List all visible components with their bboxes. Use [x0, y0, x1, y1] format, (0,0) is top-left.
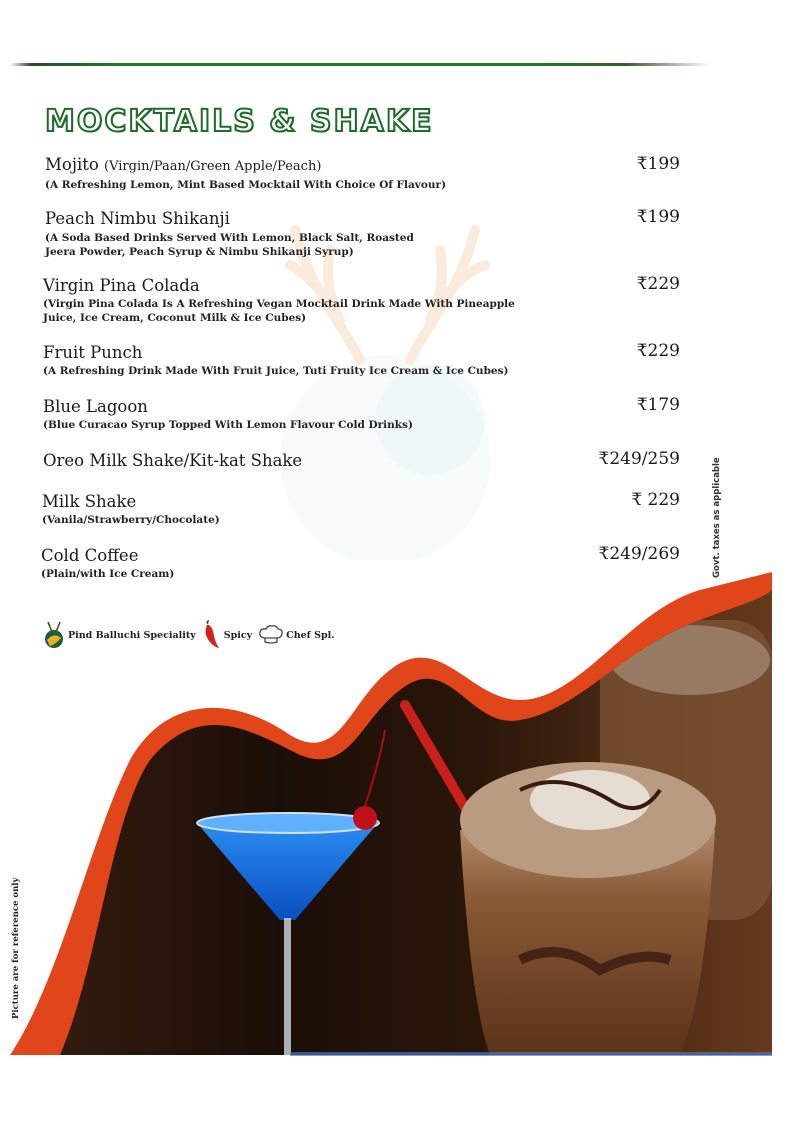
- item-description: (A Refreshing Drink Made With Fruit Juice, Tuti Fruity Ice Cream & Ice Cubes): [43, 365, 509, 377]
- item-name: Milk Shake: [42, 492, 137, 511]
- legend-label: Spicy: [223, 629, 253, 641]
- item-price: ₹179: [636, 395, 680, 415]
- item-price: ₹229: [636, 341, 680, 361]
- item-name: Blue Lagoon: [43, 397, 148, 416]
- antler-watermark-icon: [270, 210, 500, 560]
- item-price: ₹229: [636, 274, 680, 294]
- item-name: Fruit Punch: [43, 343, 143, 362]
- section-title: MOCKTAILS & SHAKE: [45, 104, 434, 139]
- item-description: Juice, Ice Cream, Coconut Milk & Ice Cubes): [43, 312, 307, 324]
- item-description: (Blue Curacao Syrup Topped With Lemon Flavour Cold Drinks): [43, 419, 413, 431]
- tax-note: Govt. taxes as applicable: [712, 457, 722, 578]
- item-name: Peach Nimbu Shikanji: [45, 209, 230, 228]
- legend-label: Chef Spl.: [286, 629, 335, 641]
- item-name: Mojito: [45, 155, 99, 174]
- top-divider: [10, 63, 710, 66]
- item-description: (A Refreshing Lemon, Mint Based Mocktail With Choice Of Flavour): [45, 179, 447, 191]
- picture-disclaimer: Picture are for reference only: [11, 877, 21, 1019]
- item-name: Cold Coffee: [41, 546, 139, 565]
- item-description: (Virgin Pina Colada Is A Refreshing Vegan Mocktail Drink Made With Pineapple: [43, 298, 515, 310]
- item-name: Oreo Milk Shake/Kit-kat Shake: [43, 451, 303, 470]
- item-description: (A Soda Based Drinks Served With Lemon, Black Salt, Roasted: [45, 232, 414, 244]
- drinks-photo: [0, 570, 793, 1070]
- item-name: Virgin Pina Colada: [43, 276, 200, 295]
- item-price: ₹249/269: [598, 544, 680, 564]
- item-description: Jeera Powder, Peach Syrup & Nimbu Shikanji Syrup): [45, 246, 354, 258]
- item-price: ₹249/259: [598, 449, 680, 469]
- item-price: ₹199: [636, 154, 680, 174]
- item-description: (Vanila/Strawberry/Chocolate): [42, 514, 220, 526]
- item-description: (Plain/with Ice Cream): [41, 568, 175, 580]
- legend-label: Pind Balluchi Speciality: [68, 629, 196, 641]
- item-price: ₹ 229: [631, 490, 680, 510]
- item-price: ₹199: [636, 207, 680, 227]
- item-variant: (Virgin/Paan/Green Apple/Peach): [104, 159, 322, 174]
